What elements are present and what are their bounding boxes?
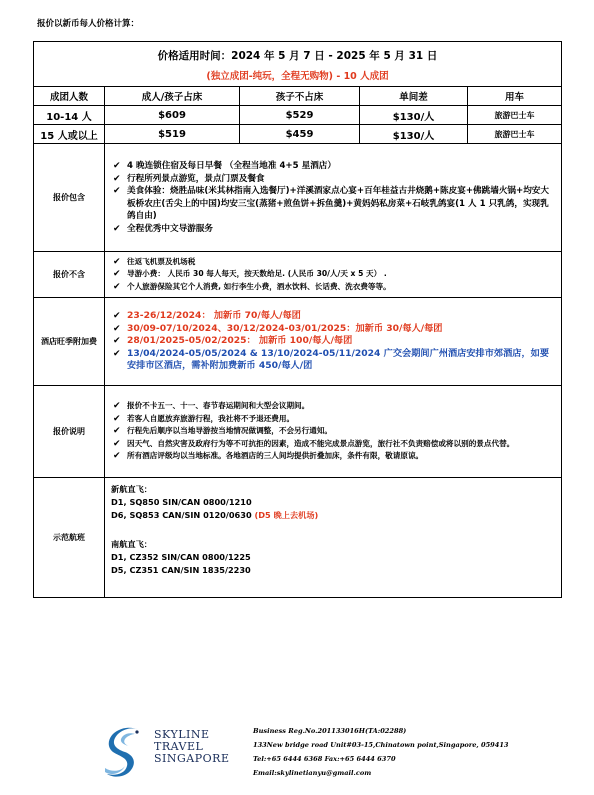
flight-line: D1, SQ850 SIN/CAN 0800/1210	[111, 497, 252, 507]
vehicle: 旅游巴士车	[468, 106, 562, 125]
list-item: ✔ 若客人自愿放弃旅游行程，我社将不予退还费用。	[113, 413, 295, 424]
checkmark-icon: ✔	[113, 323, 121, 334]
checkmark-icon: ✔	[113, 348, 121, 359]
list-item: ✔ 23-26/12/2024： 加新币 70/每人/每团	[113, 310, 301, 322]
list-item: ✔ 因天气、自然灾害及政府行为等不可抗拒的因素，造成不能完成景点游览，旅行社不负责赔偿或将以别的景点代替。	[113, 438, 515, 449]
flight-line: D5, CZ351 CAN/SIN 1835/2230	[111, 565, 251, 575]
checkmark-icon: ✔	[113, 269, 121, 280]
sq-title: 新航直飞：	[111, 484, 152, 494]
excluded-list	[105, 253, 561, 297]
table-row	[34, 106, 562, 125]
included-list	[105, 157, 561, 238]
flight-note: (D5 晚上去机场)	[254, 510, 319, 520]
adult-price: $609	[105, 106, 240, 125]
validity-period: 价格适用时间：2024 年 5 月 7 日 - 2025 年 5 月 31 日	[157, 50, 438, 62]
company-email: Email:skylinetianyu@gmail.com	[253, 769, 372, 777]
group-size: 10-14 人	[34, 106, 105, 125]
flight-line: D1, CZ352 SIN/CAN 0800/1225	[111, 552, 251, 562]
intro-text: 报价以新币每人价格计算：	[37, 19, 140, 29]
child-price: $529	[240, 106, 360, 125]
col-group-size: 成团人数	[34, 87, 105, 106]
single-supplement: $130/人	[360, 125, 468, 144]
notes-section	[34, 386, 562, 478]
table-row	[34, 125, 562, 144]
notes-label: 报价说明	[34, 386, 105, 478]
price-table	[33, 41, 562, 598]
surcharge-list	[105, 307, 561, 376]
checkmark-icon: ✔	[113, 438, 121, 449]
list-item: ✔ 30/09-07/10/2024、30/12/2024-03/01/2025：加新币 30/每人/每团	[113, 322, 443, 334]
flights-section	[34, 478, 562, 598]
company-info	[253, 724, 509, 780]
checkmark-icon: ✔	[113, 186, 121, 196]
checkmark-icon: ✔	[113, 161, 121, 171]
adult-price: $519	[105, 125, 240, 144]
checkmark-icon: ✔	[113, 173, 121, 184]
list-item: ✔ 个人旅游保险其它个人消费, 如行李生小费，酒水饮料、长话费、洗衣费等等。	[113, 281, 391, 292]
col-child-price: 孩子不占床	[240, 87, 360, 106]
single-supplement: $130/人	[360, 106, 468, 125]
list-item: ✔ 行程先后顺序以当地导游按当地情况做调整，不会另行通知。	[113, 426, 333, 437]
list-item: ✔ 导游小费： 人民币 30 每人每天，按天数给足. (人民币 30/人/天 x 5 天） .	[113, 269, 387, 280]
surcharge-section	[34, 298, 562, 386]
checkmark-icon: ✔	[113, 426, 121, 437]
business-reg: Business Reg.No.201133016H(TA:02288)	[253, 727, 407, 735]
cz-title: 南航直飞：	[111, 539, 152, 549]
column-header-row	[34, 87, 562, 106]
flight-line: D6, SQ853 CAN/SIN 0120/0630 (D5 晚上去机场)	[111, 510, 319, 520]
list-item: ✔ 往返飞机票及机场税	[113, 256, 196, 267]
company-footer	[101, 724, 561, 784]
checkmark-icon: ✔	[113, 256, 121, 267]
checkmark-icon: ✔	[113, 336, 121, 347]
included-section	[34, 144, 562, 252]
tour-subtitle: (独立成团-纯玩，全程无购物) - 10 人成团	[206, 71, 389, 82]
list-item: ✔ 28/01/2025-05/02/2025： 加新币 100/每人/每团	[113, 335, 353, 347]
col-single-supplement: 单间差	[360, 87, 468, 106]
col-vehicle: 用车	[468, 87, 562, 106]
header-row	[34, 42, 562, 87]
list-item: ✔ 全程优秀中文导游服务	[113, 223, 213, 234]
col-adult-price: 成人/孩子占床	[105, 87, 240, 106]
group-size: 15 人或以上	[34, 125, 105, 144]
list-item: ✔ 美食体验：烧胜品味(米其林指南入选餐厅)+洋溪酒家点心宴+百年桂益古井烧鹅+陈皮宴+佛跳墙火锅+均安大板桥农庄(舌尖上的中国)均安三宝(蒸猪+煎鱼饼+拆鱼羹)+黄妈妈私房菜+石岐乳鸽宴(1 人 1 只乳鸽，实现乳鸽自由)	[113, 186, 549, 221]
flights-label: 示范航班	[34, 478, 105, 598]
excluded-section	[34, 252, 562, 298]
included-label: 报价包含	[34, 144, 105, 252]
company-address: 133New bridge road Unit#03-15,Chinatown point,Singapore, 059413	[253, 741, 509, 749]
list-item: ✔ 13/04/2024-05/05/2024 & 13/10/2024-05/11/2024 广交会期间广州酒店安排市郊酒店，如要安排市区酒店，需补附加费新币 450/每人/团	[113, 347, 550, 372]
checkmark-icon: ✔	[113, 281, 121, 292]
notes-list	[105, 397, 561, 466]
list-item: ✔ 所有酒店评级均以当地标准。各地酒店的三人间均提供折叠加床，条件有限，敬请原谅。	[113, 451, 424, 462]
brand-name: SKYLINE TRAVEL SINGAPORE	[154, 728, 230, 765]
surcharge-label: 酒店旺季附加费	[34, 298, 105, 386]
checkmark-icon: ✔	[113, 451, 121, 462]
checkmark-icon: ✔	[113, 223, 121, 234]
company-phone: Tel:+65 6444 6368 Fax:+65 6444 6370	[253, 755, 396, 763]
checkmark-icon: ✔	[113, 401, 121, 412]
checkmark-icon: ✔	[113, 413, 121, 424]
vehicle: 旅游巴士车	[468, 125, 562, 144]
child-price: $459	[240, 125, 360, 144]
excluded-label: 报价不含	[34, 252, 105, 298]
list-item: ✔ 行程所列景点游览，景点门票及餐食	[113, 173, 265, 184]
checkmark-icon: ✔	[113, 311, 121, 322]
list-item: ✔ 报价不卡五一、十一、春节春运期间和大型会议期间。	[113, 401, 310, 412]
skyline-dragon-logo	[101, 724, 149, 784]
list-item: ✔ 4 晚连锁住宿及每日早餐 （全程当地准 4+5 星酒店）	[113, 161, 336, 171]
